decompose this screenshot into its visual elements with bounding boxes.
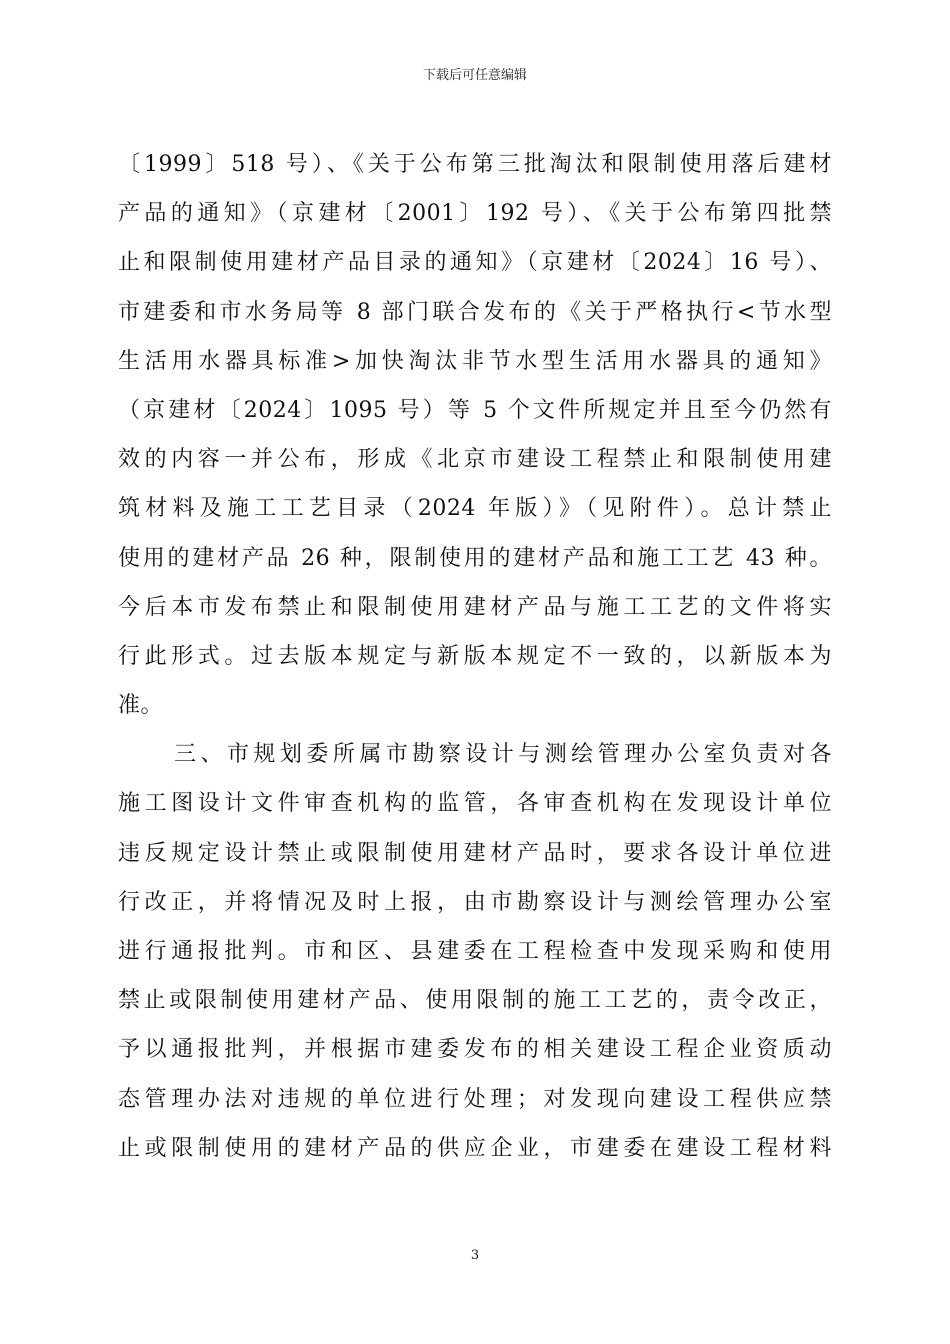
page-header: 下载后可任意编辑 [422,68,527,83]
text-line: 施工图设计文件审查机构的监管，各审查机构在发现设计单位 [118,791,832,817]
text-line: 效的内容一并公布，形成《北京市建设工程禁止和限制使用建 [118,447,832,473]
text-line: 予以通报批判，并根据市建委发布的相关建设工程企业资质动 [118,1037,832,1063]
text-line: 行改正，并将情况及时上报，由市勘察设计与测绘管理办公室 [118,889,832,915]
text-line: 进行通报批判。市和区、县建委在工程检查中发现采购和使用 [118,939,832,964]
text-line: 今后本市发布禁止和限制使用建材产品与施工工艺的文件将实 [118,594,832,620]
text-line: （京建材〔2024〕1095 号）等 5 个文件所规定并且至今仍然有 [118,397,832,423]
paragraph-section-three [118,730,832,1173]
document-body [118,140,832,1173]
text-line: 止或限制使用的建材产品的供应企业，市建委在建设工程材料 [118,1135,832,1161]
text-line: 使用的建材产品 26 种，限制使用的建材产品和施工工艺 43 种。 [118,545,832,571]
text-line: 〔1999〕518 号）、《关于公布第三批淘汰和限制使用落后建材 [118,152,832,177]
text-line: 止和限制使用建材产品目录的通知》（京建材〔2024〕16 号）、 [118,250,832,276]
text-line: 违反规定设计禁止或限制使用建材产品时，要求各设计单位进 [118,840,832,866]
text-line: 态管理办法对违规的单位进行处理；对发现向建设工程供应禁 [118,1086,832,1112]
page-number: 3 [470,1248,480,1263]
text-line: 筑材料及施工工艺目录（2024 年版）》（见附件）。总计禁止 [118,496,832,522]
text-line: 禁止或限制使用建材产品、使用限制的施工工艺的，责令改正， [118,988,832,1014]
text-line: 市建委和市水务局等 8 部门联合发布的《关于严格执行<节水型 [118,299,832,325]
paragraph-continued [118,140,832,730]
text-line: 三、市规划委所属市勘察设计与测绘管理办公室负责对各 [174,742,832,768]
text-line: 产品的通知》（京建材〔2001〕192 号）、《关于公布第四批禁 [118,201,832,227]
text-line: 准。 [118,693,164,719]
text-line: 生活用水器具标准>加快淘汰非节水型生活用水器具的通知》 [118,348,832,374]
text-line: 行此形式。过去版本规定与新版本规定不一致的，以新版本为 [118,643,832,669]
